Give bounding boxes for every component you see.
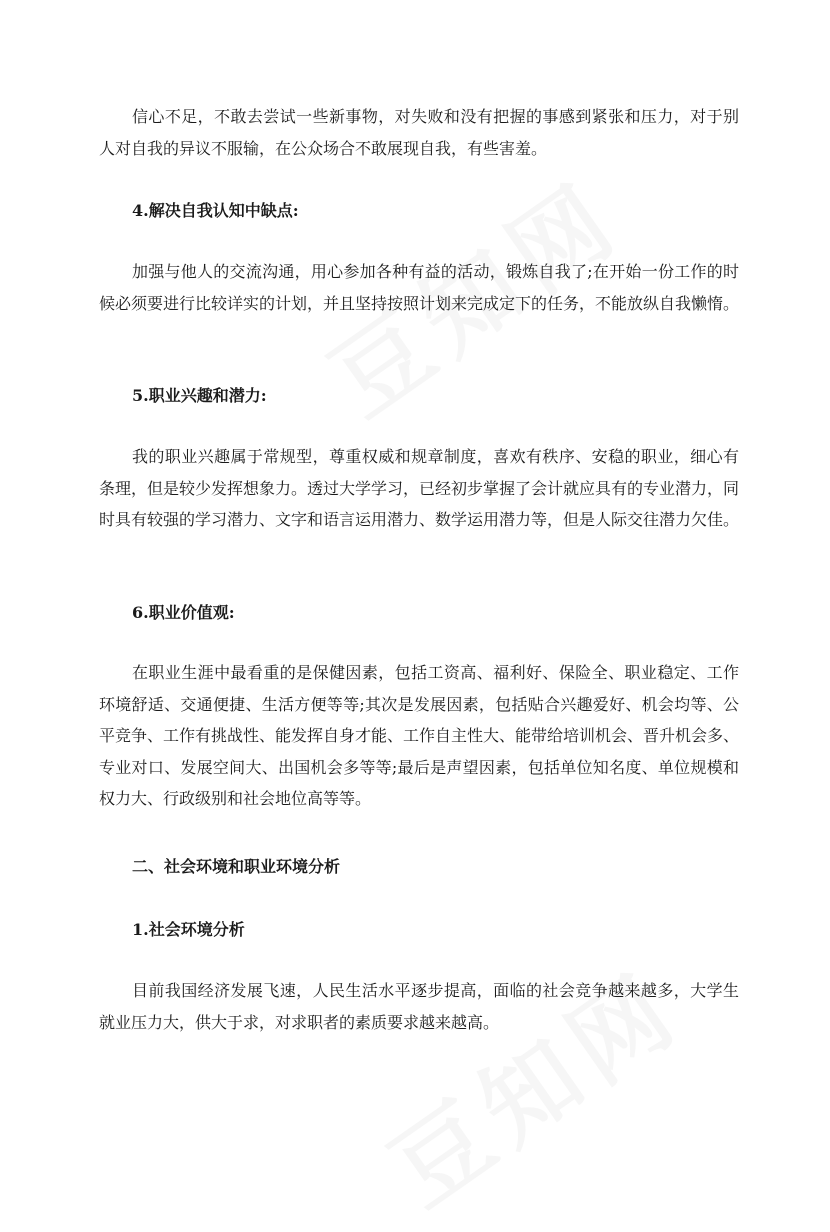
heading-section-2 bbox=[99, 855, 739, 879]
paragraph-career-values bbox=[99, 657, 739, 815]
heading-career-interest bbox=[99, 384, 739, 408]
heading-career-values bbox=[99, 601, 739, 625]
heading-text: 1.社会环境分析 bbox=[132, 920, 245, 939]
heading-text: 4.解决自我认知中缺点: bbox=[132, 201, 299, 220]
heading-text: 二、社会环境和职业环境分析 bbox=[132, 857, 341, 876]
paragraph-text: 信心不足，不敢去尝试一些新事物，对失败和没有把握的事感到紧张和压力，对于别人对自我的异议不服输，在公众场合不敢展现自我，有些害羞。 bbox=[99, 107, 739, 158]
heading-social-environment bbox=[99, 918, 739, 942]
paragraph-social-environment bbox=[99, 975, 739, 1038]
paragraph-text: 我的职业兴趣属于常规型，尊重权威和规章制度，喜欢有秩序、安稳的职业，细心有条理，但是较少发挥想象力。透过大学学习，已经初步掌握了会计就应具有的专业潜力，同时具有较强的学习潜力、文字和语言运用潜力、数学运用潜力等，但是人际交往潜力欠佳。 bbox=[99, 447, 740, 529]
paragraph-resolve-weakness bbox=[99, 256, 739, 319]
paragraph-career-interest bbox=[99, 441, 739, 536]
heading-text: 6.职业价值观: bbox=[132, 603, 235, 622]
heading-text: 5.职业兴趣和潜力: bbox=[132, 386, 267, 405]
paragraph-text: 加强与他人的交流沟通，用心参加各种有益的活动，锻炼自我了;在开始一份工作的时候必须要进行比较详实的计划，并且坚持按照计划来完成定下的任务，不能放纵自我懒惰。 bbox=[99, 262, 740, 313]
paragraph-text: 目前我国经济发展飞速，人民生活水平逐步提高，面临的社会竞争越来越多，大学生就业压力大，供大于求，对求职者的素质要求越来越高。 bbox=[99, 981, 739, 1032]
paragraph-self-awareness-weakness bbox=[99, 101, 739, 164]
paragraph-text: 在职业生涯中最看重的是保健因素，包括工资高、福利好、保险全、职业稳定、工作环境舒适、交通便捷、生活方便等等;其次是发展因素，包括贴合兴趣爱好、机会均等、公平竞争、工作有挑战性、能发挥自身才能、工作自主性大、能带给培训机会、晋升机会多、专业对口、发展空间大、出国机会多等等;最后是声望因素，包括单位知名度、单位规模和权力大、行政级别和社会地位高等等。 bbox=[99, 663, 740, 808]
heading-resolve-weakness bbox=[99, 199, 739, 223]
